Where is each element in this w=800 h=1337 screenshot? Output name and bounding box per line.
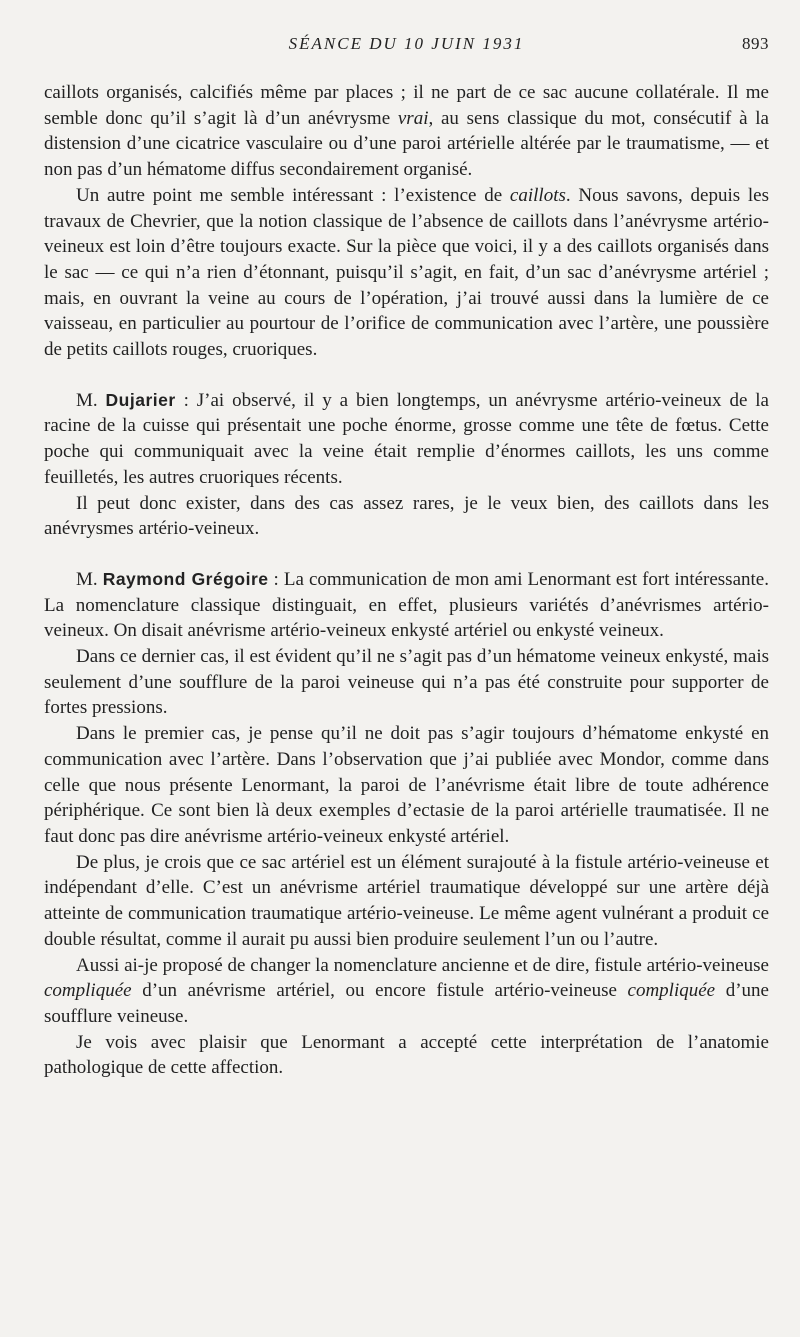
paragraph xyxy=(44,953,769,1030)
running-title: SÉANCE DU 10 JUIN 1931 xyxy=(288,34,525,53)
text-run: Il peut donc exister, dans des cas assez rares, je le veux bien, des caillots dans les anévrysmes artério-veineux. xyxy=(44,492,769,540)
paragraph xyxy=(44,644,769,721)
speaker-name: Dujarier xyxy=(105,389,176,410)
text-run: M. xyxy=(76,568,103,590)
text-run: : J’ai observé, il y a bien longtemps, un anévrysme artério-veineux de la racine de la cuisse qui présentait une poche énorme, grosse comme une tête de fœtus. Cette poche qui communiquait avec la veine était remplie d’énormes caillots, les uns comme feuilletés, les autres cruoriques récents. xyxy=(44,389,769,488)
running-head xyxy=(44,34,769,64)
body-text xyxy=(44,80,769,1081)
paragraph xyxy=(44,491,769,542)
paragraph xyxy=(44,721,769,850)
italic-term: vrai xyxy=(397,107,429,129)
speaker-name: Raymond Grégoire xyxy=(102,568,269,589)
italic-term: compliquée xyxy=(44,980,132,1002)
text-run: De plus, je crois que ce sac artériel est un élément surajouté à la fistule artério-veineuse et indépendant d’elle. C’est un anévrisme artériel traumatique développé sur une artère déjà atteinte de communication traumatique artério-veineuse. Le même agent vulnérant a produit ce double résultat, comme il aurait pu aussi bien produire seulement l’un ou l’autre. xyxy=(44,851,769,950)
text-run: M. xyxy=(76,389,106,411)
paragraph xyxy=(44,1030,769,1081)
text-run: d’un anévrisme artériel, ou encore fistule artério-veineuse xyxy=(131,980,628,1002)
page-number: 893 xyxy=(742,34,769,53)
paragraph xyxy=(44,388,769,491)
paragraph xyxy=(44,80,769,183)
italic-term: compliquée xyxy=(627,980,716,1002)
text-run: caillots organisés, calcifiés même par places ; il ne part de ce sac aucune collatérale. Il me semble donc qu’il s’agit là d’un anévrysme xyxy=(44,82,769,129)
text-run: : La communication de mon ami Lenormant est fort intéressante. La nomenclature classique distinguait, en effet, plusieurs variétés d’anévrismes artério-veineux. On disait anévrisme artério-veineux enkysté artériel ou enkysté veineux. xyxy=(44,568,769,642)
text-run: Je vois avec plaisir que Lenormant a accepté cette interprétation de l’anatomie pathologique de cette affection. xyxy=(44,1031,769,1079)
paragraph xyxy=(44,183,769,363)
text-run: d’une soufflure veineuse. xyxy=(44,980,769,1027)
text-run: . Nous savons, depuis les travaux de Chevrier, que la notion classique de l’absence de caillots dans l’anévrysme artério-veineux est loin d’être toujours exacte. Sur la pièce que voici, il y a des caillots organisés dans le sac — ce qui n’a rien d’étonnant, puisqu’il s’agit, en fait, d’un sac d’anévrysme artériel ; mais, en ouvrant la veine au cours de l’opération, j’ai trouvé aussi dans la lumière de ce vaisseau, en particulier au pourtour de l’orifice de communication avec l’artère, une poussière de petits caillots rouges, cruoriques. xyxy=(44,184,769,361)
text-run: , au sens classique du mot, consécutif à la distension d’une cicatrice vasculaire ou d’une paroi artérielle altérée par le traumatisme, — et non pas d’un hématome diffus secondairement organisé. xyxy=(44,107,769,181)
text-run: Un autre point me semble intéressant : l’existence de xyxy=(76,184,510,206)
page xyxy=(44,34,769,1081)
text-run: Aussi ai-je proposé de changer la nomenclature ancienne et de dire, fistule artério-veineuse xyxy=(76,954,769,976)
italic-term: caillots xyxy=(509,184,566,206)
text-run: Dans ce dernier cas, il est évident qu’il ne s’agit pas d’un hématome veineux enkysté, mais seulement d’une soufflure de la paroi veineuse qui n’a pas été construite pour supporter de fortes pressions. xyxy=(44,646,769,719)
paragraph xyxy=(44,850,769,953)
text-run: Dans le premier cas, je pense qu’il ne doit pas s’agir toujours d’hématome enkysté en communication avec l’artère. Dans l’observation que j’ai publiée avec Mondor, comme dans celle que nous présente Lenormant, la paroi de l’anévrisme était libre de toute adhérence périphérique. Ce sont bien là deux exemples d’ectasie de la paroi artérielle traumatisée. Il ne faut donc pas dire anévrisme artério-veineux enkysté artériel. xyxy=(44,723,769,847)
paragraph xyxy=(44,567,769,644)
